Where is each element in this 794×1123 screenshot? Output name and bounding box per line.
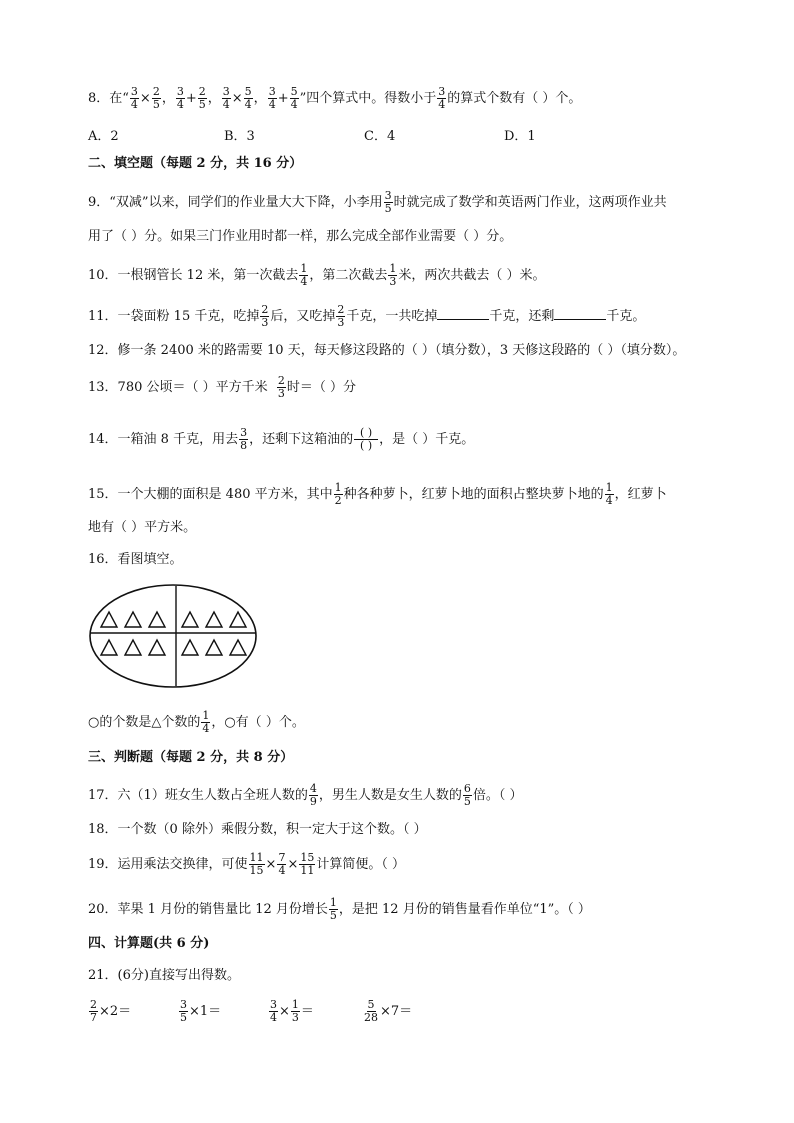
question-19: 19．运用乘法交换律，可使 $\frac{11}{15}$ × $\frac{7}{4}$ × $\frac{15}{11}$ 计算简便。（ ） (88, 851, 405, 877)
question-15: 15．一个大棚的面积是 480 平方米，其中 $\frac{1}{2}$ 种各种萝卜，红萝卜地的面积占整块萝卜地的 $\frac{1}{4}$ ，红萝卜 (88, 481, 667, 507)
question-10: 10．一根钢管长 12 米，第一次截去 $\frac{1}{4}$ ，第二次截去 $\frac{1}{3}$ 米，两次共截去（ ）米。 (88, 262, 546, 288)
question-9: 9．“双减”以来，同学们的作业量大大下降，小李用 $\frac{3}{5}$ 时就完成了数学和英语两门作业，这两项作业共 (88, 189, 667, 215)
option-a: A．2 (88, 129, 119, 144)
question-20: 20．苹果 1 月份的销售量比 12 月份增长 $\frac{1}{5}$ ，是把 12 月份的销售量看作单位“1”。（ ） (88, 896, 591, 922)
option-d: D．1 (504, 129, 536, 144)
question-16: ○的个数是△个数的 $\frac{1}{4}$ ，○有（ ）个。 (88, 709, 305, 735)
question-15-line2: 地有（ ）平方米。 (88, 520, 197, 535)
question-14: 14．一箱油 8 千克，用去 $\frac{3}{8}$ ，还剩下这箱油的 $\frac{( )}{( )}$ ，是（ ）千克。 (88, 426, 475, 452)
question-12: 12．修一条 2400 米的路需要 10 天，每天修这段路的（ ）（填分数），3 天修这段路的（ ）（填分数）。 (88, 343, 686, 358)
question-9-line2: 用了（ ）分。如果三门作业用时都一样，那么完成全部作业需要（ ）分。 (88, 229, 513, 244)
question-11: 11．一袋面粉 15 千克，吃掉 $\frac{2}{3}$ 后，又吃掉 $\frac{2}{3}$ 千克，一共吃掉 千克，还剩 千克。 (88, 303, 646, 329)
option-c: C．4 (364, 129, 396, 144)
section-4-heading: 四、计算题(共 6 分) (88, 936, 210, 951)
calc-item-3: $\frac{3}{4}$ × $\frac{1}{3}$ ＝ (270, 998, 314, 1024)
question-16-title: 16．看图填空。 (88, 552, 183, 567)
question-18: 18．一个数（0 除外）乘假分数，积一定大于这个数。（ ） (88, 822, 427, 837)
answer-blank[interactable] (554, 307, 606, 320)
question-13: 13．780 公顷＝（ ）平方千米 $\frac{2}{3}$ 时＝（ ）分 (88, 374, 357, 400)
question-17: 17．六（1）班女生人数占全班人数的 $\frac{4}{9}$ ，男生人数是女生人数的 $\frac{6}{5}$ 倍。（ ） (88, 782, 523, 808)
section-3-heading: 三、判断题（每题 2 分，共 8 分） (88, 750, 294, 765)
section-2-heading: 二、填空题（每题 2 分，共 16 分） (88, 156, 303, 171)
oval-triangle-figure (88, 583, 258, 689)
question-21-title: 21．(6分)直接写出得数。 (88, 968, 240, 983)
answer-blank[interactable] (437, 307, 489, 320)
calc-item-1: $\frac{2}{7}$ ×2＝ (90, 998, 132, 1024)
option-b: B．3 (224, 129, 255, 144)
question-8: 8．在“ $\frac{3}{4}$ × $\frac{2}{5}$ ， $\frac{3}{4}$ + $\frac{2}{5}$ ， $\frac{3}{4}$ × $\frac{5}{4}$ ， $\frac{3}{4}$ + $\frac{5}{4}$ ”四个算式中。得数小于 $\frac{3}{4}$ 的算式个数有（ ）个。 (88, 85, 582, 111)
calc-item-4: $\frac{5}{28}$ ×7＝ (364, 998, 413, 1024)
calc-item-2: $\frac{3}{5}$ ×1＝ (180, 998, 222, 1024)
